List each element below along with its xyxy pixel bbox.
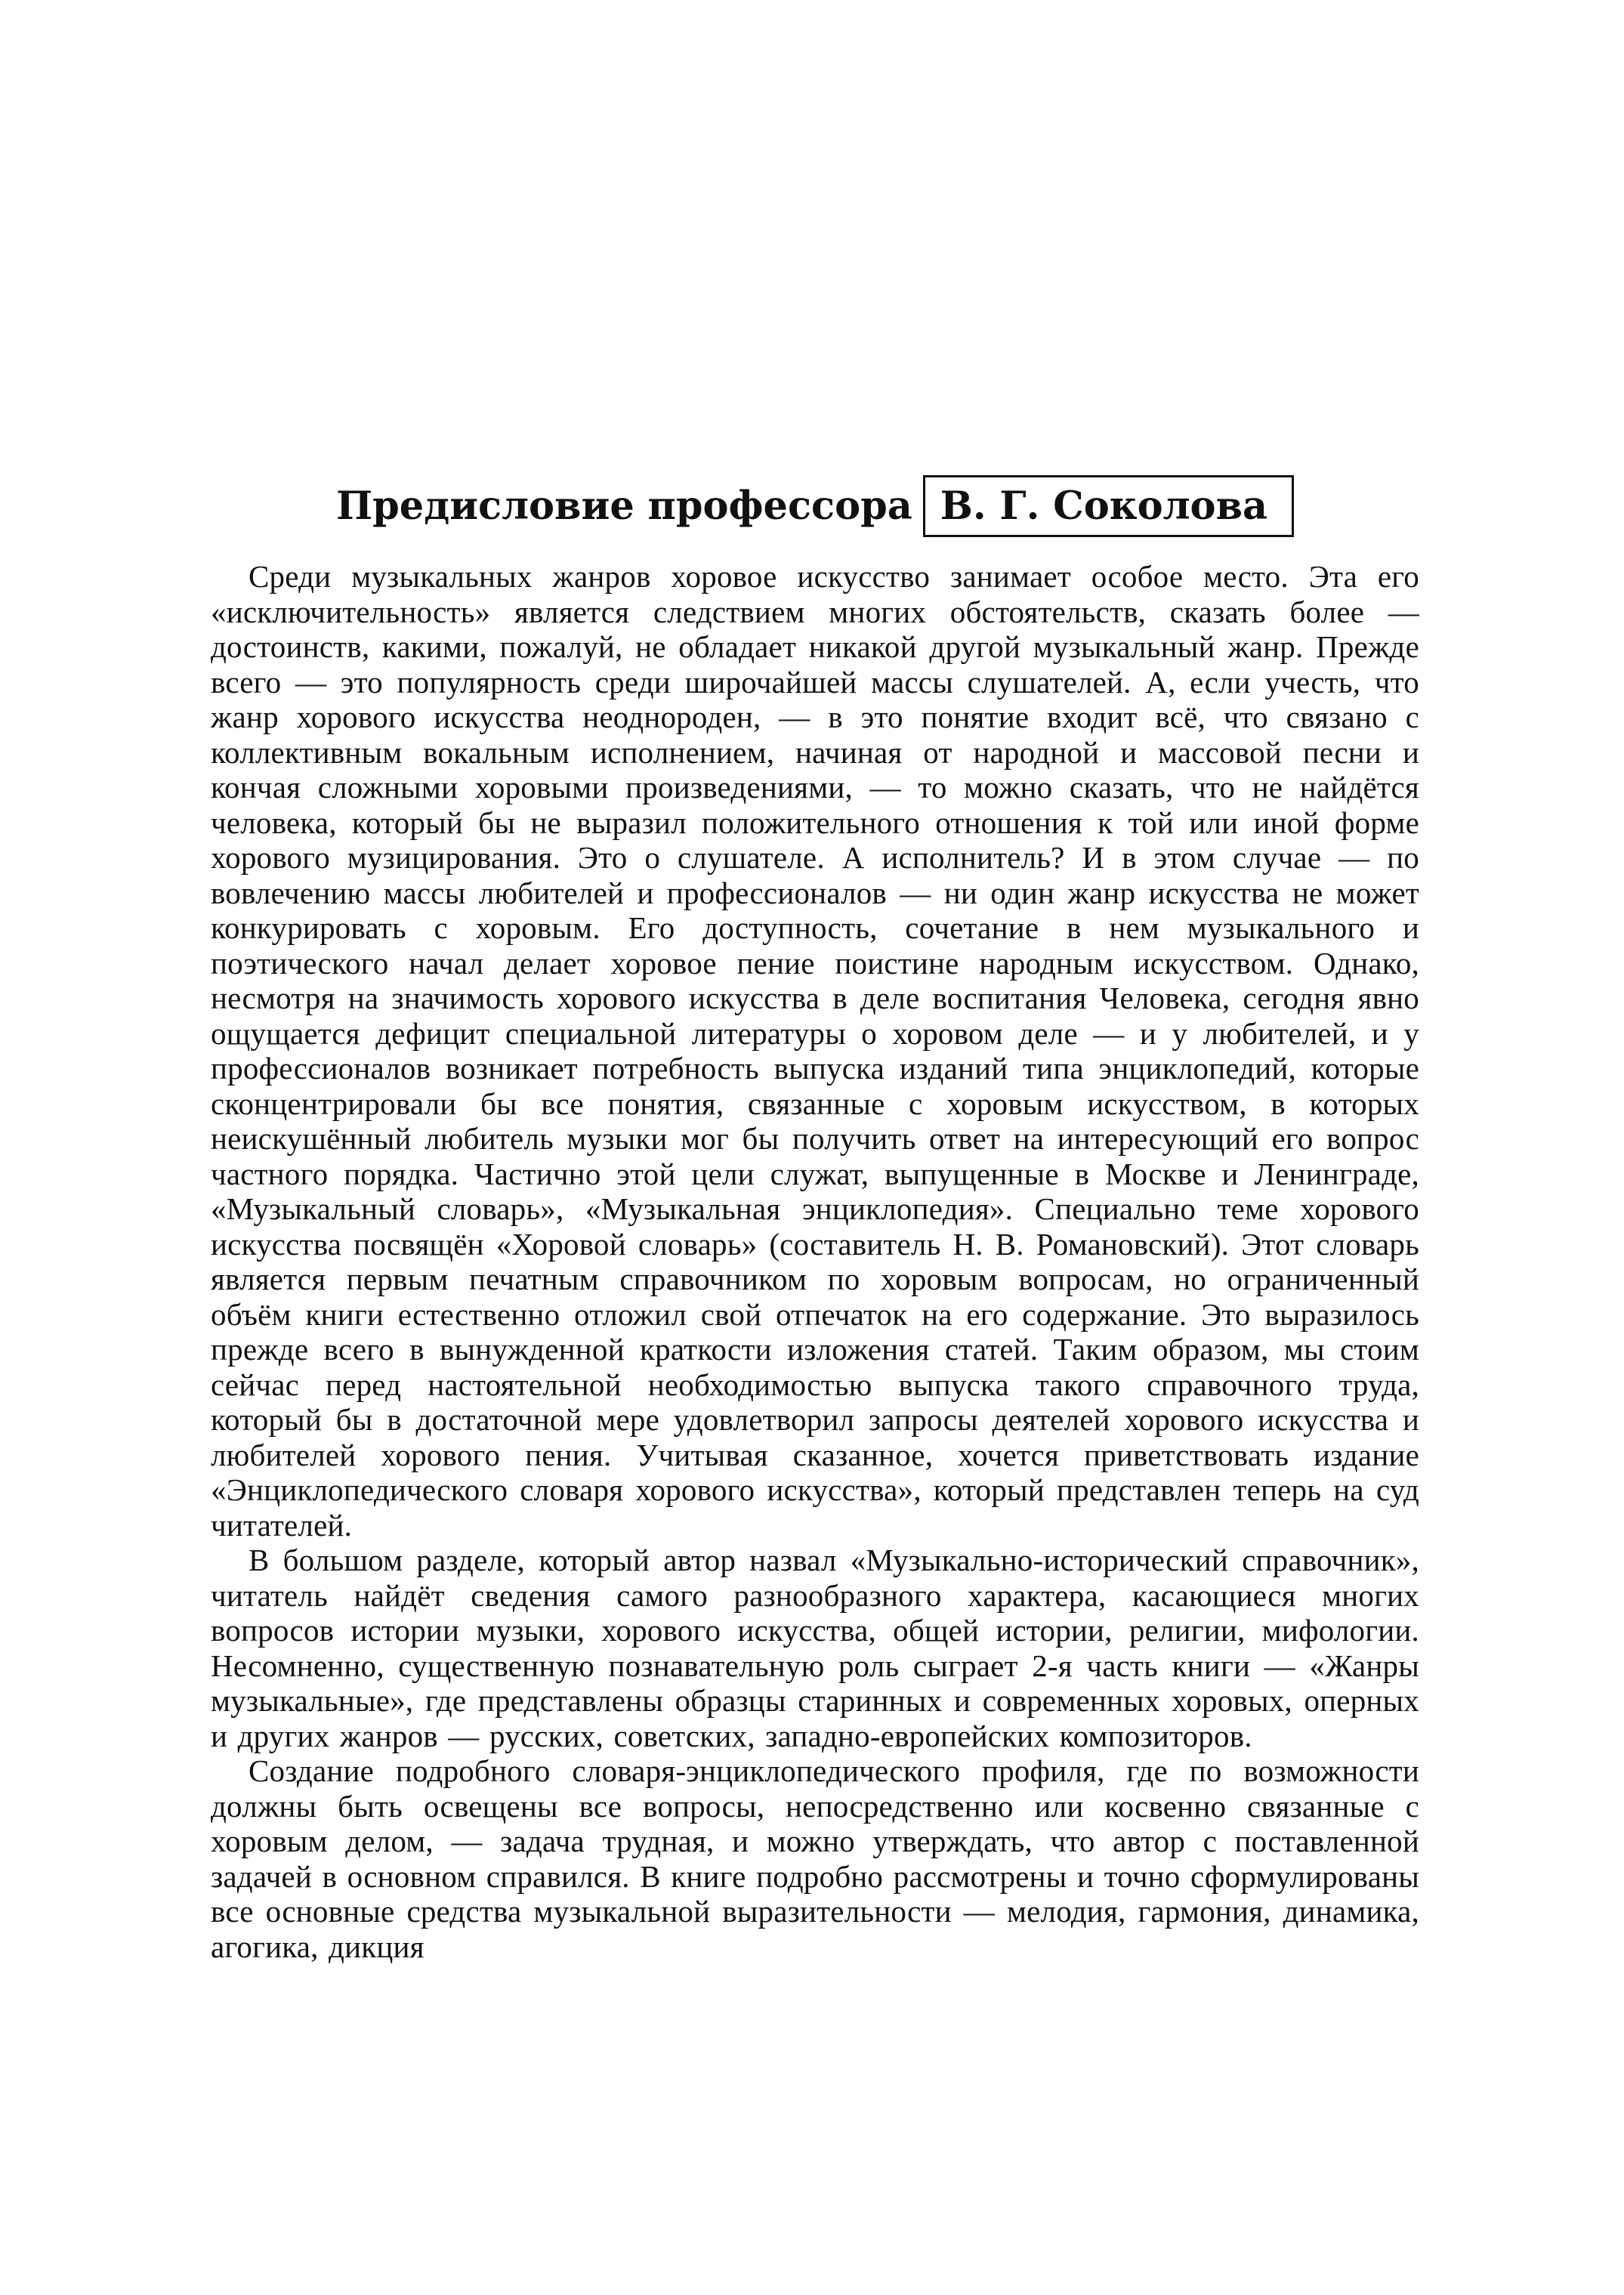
paragraph: Создание подробного словаря-энциклопедического профиля, где по возможности должны быть освещены все вопросы, непосредственно или косвенно связанные с хоровым делом, — задача трудная, и можно утверждать, что автор с поставленной задачей в основном справился. В книге подробно рассмотрены и точно сформулированы все основные средства музыкальной выразительности — мелодия, гармония, динамика, агогика, дикция — [211, 1753, 1419, 1964]
preface-body — [211, 559, 1419, 1964]
preface-heading — [211, 474, 1419, 540]
paragraph: Среди музыкальных жанров хоровое искусство занимает особое место. Эта его «исключительность» является следствием многих обстоятельств, сказать более — достоинств, какими, пожалуй, не обладает никакой другой музыкальный жанр. Прежде всего — это популярность среди широчайшей массы слушателей. А, если учесть, что жанр хорового искусства неоднороден, — в это понятие входит всё, что связано с коллективным вокальным исполнением, начиная от народной и массовой песни и кончая сложными хоровыми произведениями, — то можно сказать, что не найдётся человека, который бы не выразил положительного отношения к той или иной форме хорового музицирования. Это о слушателе. А исполнитель? И в этом случае — по вовлечению массы любителей и профессионалов — ни один жанр искусства не может конкурировать с хоровым. Его доступность, сочетание в нем музыкального и поэтического начал делает хоровое пение поистине народным искусством. Однако, несмотря на значимость хорового искусства в деле воспитания Человека, сегодня явно ощущается дефицит специальной литературы о хоровом деле — и у любителей, и у профессионалов возникает потребность выпуска изданий типа энциклопедий, которые сконцентрировали бы все понятия, связанные с хоровым искусством, в которых неискушённый любитель музыки мог бы получить ответ на интересующий его вопрос частного порядка. Частично этой цели служат, выпущенные в Москве и Ленинграде, «Музыкальный словарь», «Музыкальная энциклопедия». Специально теме хорового искусства посвящён «Хоровой словарь» (составитель Н. В. Романовский). Этот словарь является первым печатным справочником по хоровым вопросам, но ограниченный объём книги естественно отложил свой отпечаток на его содержание. Это выразилось прежде всего в вынужденной краткости изложения статей. Таким образом, мы стоим сейчас перед настоятельной необходимостью выпуска такого справочного труда, который бы в достаточной мере удовлетворил запросы деятелей хорового искусства и любителей хорового пения. Учитывая сказанное, хочется приветствовать издание «Энциклопедического словаря хорового искусства», который представлен теперь на суд читателей. — [211, 559, 1419, 1543]
author-name-box — [923, 475, 1294, 537]
author-name: В. Г. Соколова — [940, 483, 1268, 529]
paragraph: В большом разделе, который автор назвал «Музыкально-исторический справочник», читатель найдёт сведения самого разнообразного характера, касающиеся многих вопросов истории музыки, хорового искусства, общей истории, религии, мифологии. Несомненно, существенную познавательную роль сыграет 2-я часть книги — «Жанры музыкальные», где представлены образцы старинных и современных хоровых, оперных и других жанров — русских, советских, западно-европейских композиторов. — [211, 1543, 1419, 1753]
document-page — [211, 0, 1419, 2295]
heading-title: Предисловие профессора — [335, 483, 912, 529]
